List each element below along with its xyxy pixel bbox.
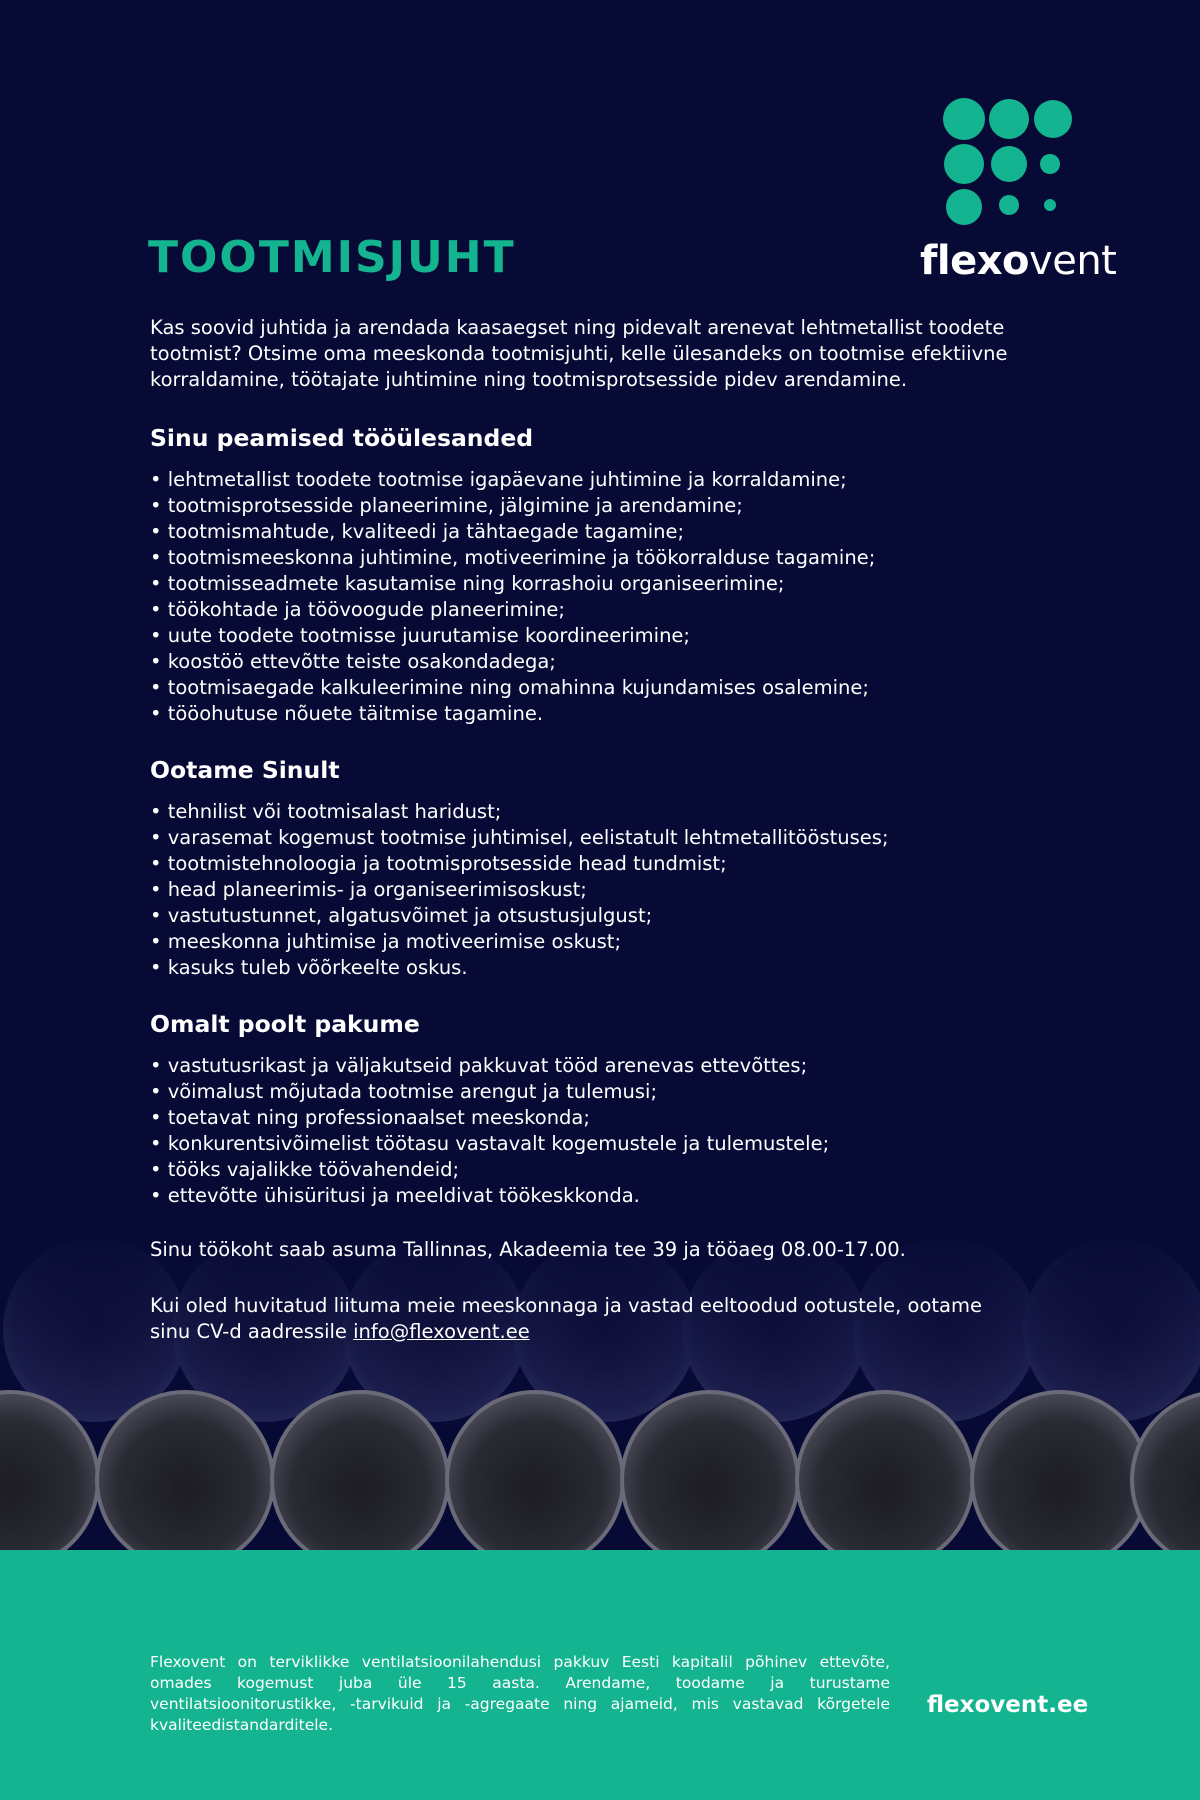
requirements-list (150, 799, 1010, 981)
list-item: • koostöö ettevõtte teiste osakondadega; (150, 649, 1010, 675)
contact-paragraph (150, 1293, 1010, 1345)
section-heading-tasks: Sinu peamised tööülesanded (150, 424, 534, 452)
list-item: • kasuks tuleb võõrkeelte oskus. (150, 955, 1010, 981)
list-item: • lehtmetallist toodete tootmise igapäevane juhtimine ja korraldamine; (150, 467, 1010, 493)
list-item: • töökohtade ja töövoogude planeerimine; (150, 597, 1010, 623)
list-item: • head planeerimis- ja organiseerimisoskust; (150, 877, 1010, 903)
logo-word-bold: flexo (920, 238, 1030, 284)
list-item: • võimalust mõjutada tootmise arengut ja tulemusi; (150, 1079, 1010, 1105)
list-item: • tootmisprotsesside planeerimine, jälgimine ja arendamine; (150, 493, 1010, 519)
list-item: • meeskonna juhtimise ja motiveerimise oskust; (150, 929, 1010, 955)
company-description: Flexovent on terviklikke ventilatsioonilahendusi pakkuv Eesti kapitalil põhinev ettevõte, omades kogemust juba üle 15 aasta. Arendame, toodame ja turustame ventilatsioonitorustikke, -tarvikuid ja -agregaate ning ajameid, mis vastavad kõrgetele kvaliteedistandarditele. (150, 1653, 890, 1734)
list-item: • tehnilist või tootmisalast haridust; (150, 799, 1010, 825)
list-item: • tootmisaegade kalkuleerimine ning omahinna kujundamises osalemine; (150, 675, 1010, 701)
list-item: • vastutusrikast ja väljakutseid pakkuvat tööd arenevas ettevõttes; (150, 1053, 1010, 1079)
list-item: • tootmismeeskonna juhtimine, motiveerimine ja töökorralduse tagamine; (150, 545, 1010, 571)
section-heading-offer: Omalt poolt pakume (150, 1010, 420, 1038)
list-item: • varasemat kogemust tootmise juhtimisel, eelistatult lehtmetallitööstuses; (150, 825, 1010, 851)
tasks-list (150, 467, 1010, 727)
location-text: Sinu töökoht saab asuma Tallinnas, Akadeemia tee 39 ja tööaeg 08.00-17.00. (150, 1238, 906, 1261)
contact-text: Kui oled huvitatud liituma meie meeskonnaga ja vastad eeltoodud ootustele, ootame sinu CV-d aadressile (150, 1294, 982, 1343)
section-heading-requirements: Ootame Sinult (150, 756, 340, 784)
list-item: • tootmisseadmete kasutamise ning korrashoiu organiseerimine; (150, 571, 1010, 597)
intro-paragraph: Kas soovid juhtida ja arendada kaasaegset ning pidevalt arenevat lehtmetallist toodete tootmist? Otsime oma meeskonda tootmisjuhti, kelle ülesandeks on tootmise efektiivne korraldamine, töötajate juhtimine ning tootmisprotsesside pidev arendamine. (150, 316, 1008, 391)
flexovent-logo-wordmark (920, 238, 1116, 284)
list-item: • toetavat ning professionaalset meeskonda; (150, 1105, 1010, 1131)
job-description (150, 315, 1010, 1345)
list-item: • konkurentsivõimelist töötasu vastavalt kogemustele ja tulemustele; (150, 1131, 1010, 1157)
list-item: • vastutustunnet, algatusvõimet ja otsustusjulgust; (150, 903, 1010, 929)
list-item: • tööks vajalikke töövahendeid; (150, 1157, 1010, 1183)
list-item: • uute toodete tootmisse juurutamise koordineerimine; (150, 623, 1010, 649)
logo-word-light: vent (1029, 238, 1117, 284)
list-item: • tootmistehnoloogia ja tootmisprotsesside head tundmist; (150, 851, 1010, 877)
list-item: • ettevõtte ühisüritusi ja meeldivat töökeskkonda. (150, 1183, 1010, 1209)
offer-list (150, 1053, 1010, 1209)
website-link[interactable]: flexovent.ee (927, 1692, 1089, 1718)
job-title: TOOTMISJUHT (148, 232, 516, 283)
list-item: • tootmismahtude, kvaliteedi ja tähtaegade tagamine; (150, 519, 1010, 545)
email-link[interactable]: info@flexovent.ee (353, 1320, 530, 1343)
list-item: • tööohutuse nõuete täitmise tagamine. (150, 701, 1010, 727)
